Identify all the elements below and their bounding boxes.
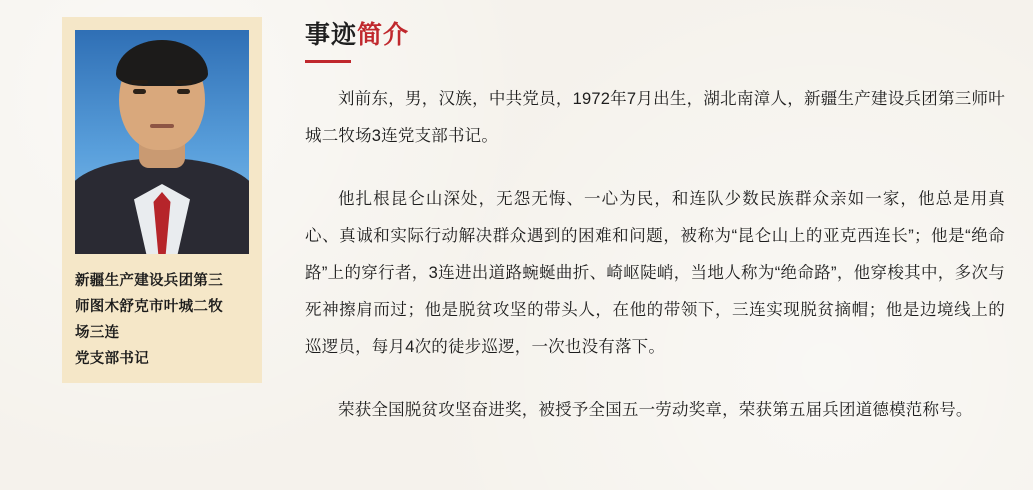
article-content <box>305 0 1005 455</box>
portrait-hair <box>116 40 208 86</box>
article-body <box>305 81 1005 429</box>
portrait-eye-left <box>133 89 146 94</box>
portrait-mouth <box>150 124 174 128</box>
portrait-brow-right <box>175 80 192 84</box>
section-heading-accent: 简介 <box>357 21 410 49</box>
portrait-photo <box>75 30 249 254</box>
profile-caption <box>75 268 249 372</box>
section-heading-primary: 事迹 <box>305 21 358 49</box>
portrait-eye-right <box>177 89 190 94</box>
article-paragraph: 刘前东，男，汉族，中共党员，1972年7月出生，湖北南漳人，新疆生产建设兵团第三师叶城二牧场3连党支部书记。 <box>305 90 1005 145</box>
article-paragraph: 他扎根昆仑山深处，无怨无悔、一心为民，和连队少数民族群众亲如一家，他总是用真心、真诚和实际行动解决群众遇到的困难和问题，被称为“昆仑山上的亚克西连长”；他是“绝命路”上的穿行者，3连进出道路蜿蜒曲折、崎岖陡峭，当地人称为“绝命路”，他穿梭其中，多次与死神擦肩而过；他是脱贫攻坚的带头人，在他的带领下，三连实现脱贫摘帽；他是边境线上的巡逻员，每月4次的徒步巡逻，一次也没有落下。 <box>305 190 1005 356</box>
profile-caption-line: 师图木舒克市叶城二牧 <box>75 299 223 315</box>
profile-card <box>62 17 262 383</box>
article-paragraph: 荣获全国脱贫攻坚奋进奖，被授予全国五一劳动奖章，荣获第五届兵团道德模范称号。 <box>338 401 973 419</box>
section-heading <box>305 0 1005 63</box>
section-heading-underline <box>305 60 351 63</box>
profile-caption-line: 党支部书记 <box>75 351 149 367</box>
profile-caption-line: 新疆生产建设兵团第三 <box>75 273 223 289</box>
profile-caption-line: 场三连 <box>75 325 120 341</box>
portrait-brow-left <box>131 80 148 84</box>
